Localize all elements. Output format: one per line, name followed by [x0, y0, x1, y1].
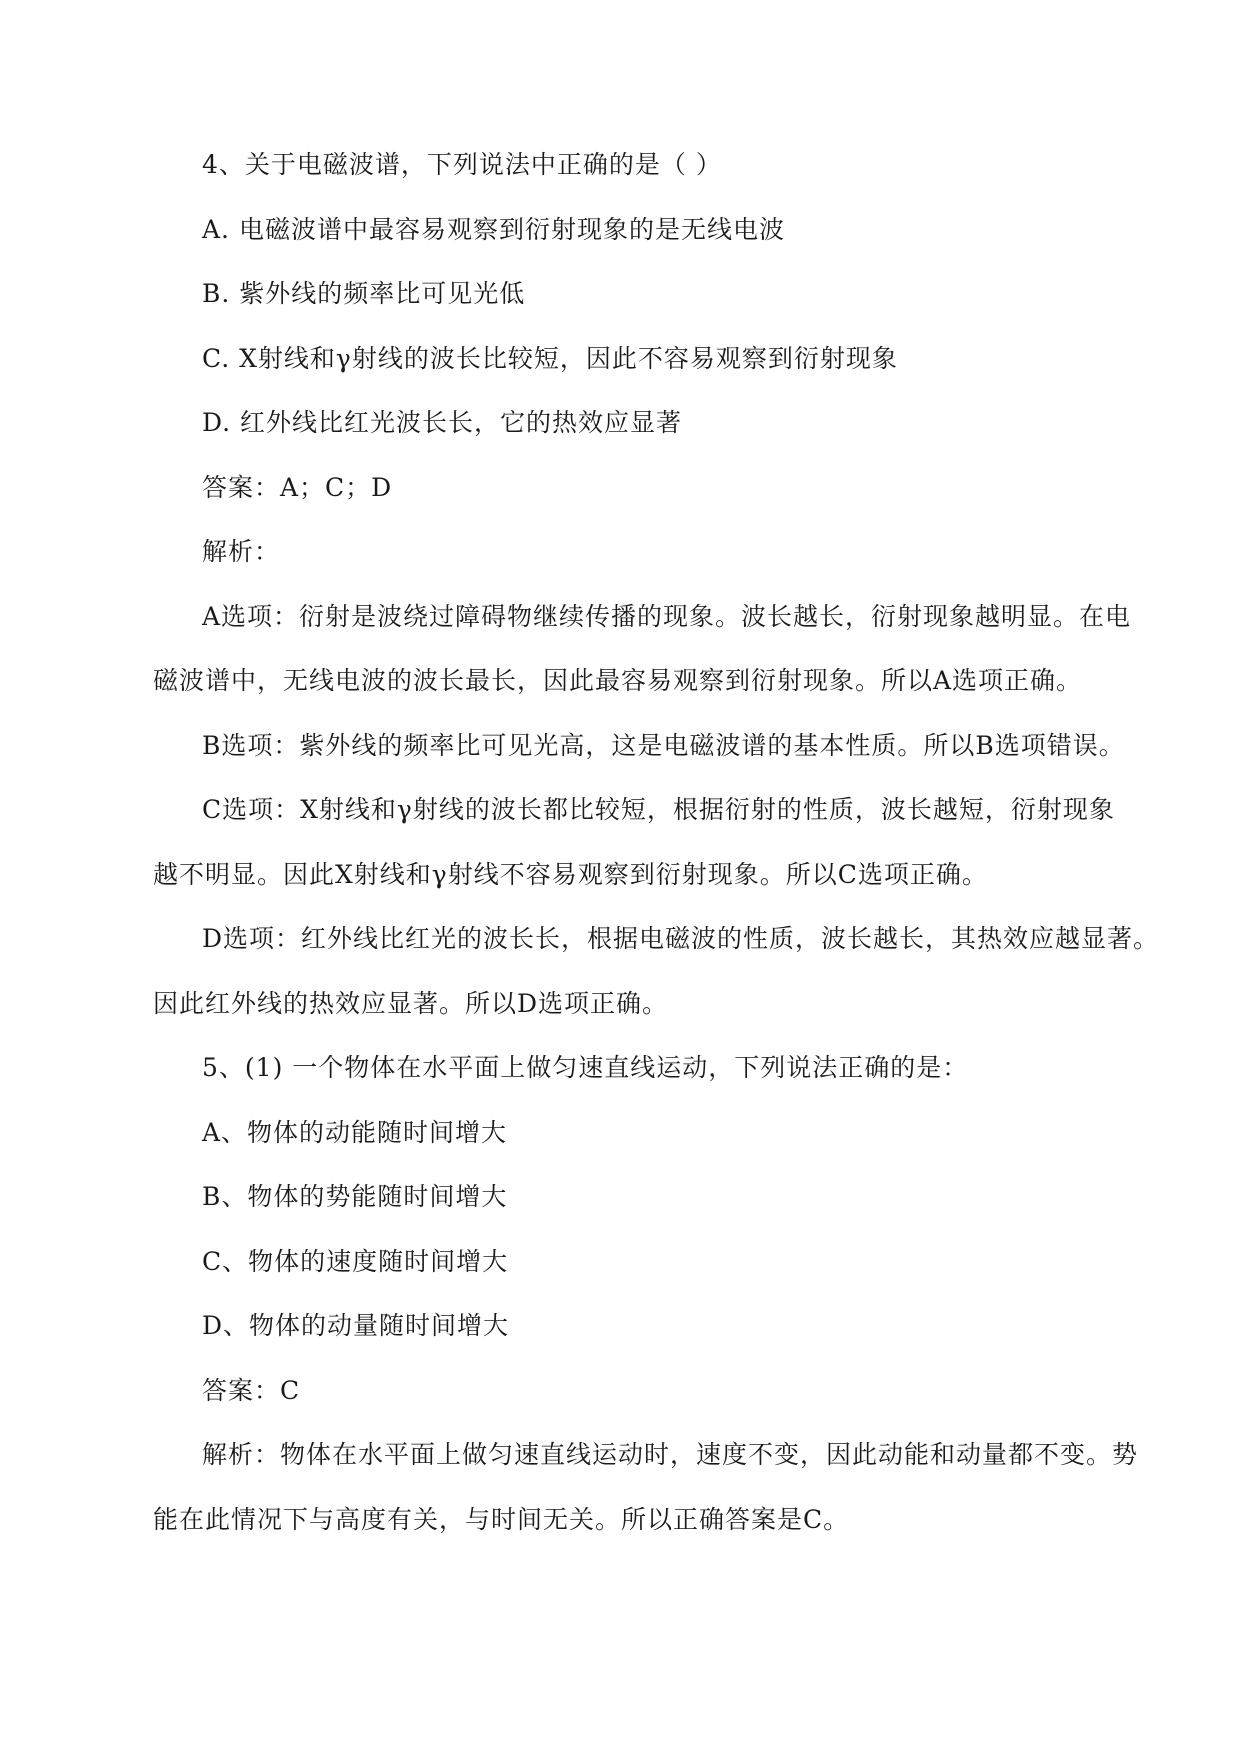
analysis-c-line-1: C选项：X射线和γ射线的波长都比较短，根据衍射的性质，波长越短，衍射现象 — [202, 795, 1115, 824]
question-5-option-c: C、物体的速度随时间增大 — [202, 1247, 509, 1276]
question-4-option-c: C. X射线和γ射线的波长比较短，因此不容易观察到衍射现象 — [202, 344, 898, 373]
question-5-option-d: D、物体的动量随时间增大 — [202, 1311, 510, 1340]
question-5-analysis-line-1: 解析：物体在水平面上做匀速直线运动时，速度不变，因此动能和动量都不变。势 — [202, 1440, 1139, 1469]
question-5-answer: 答案：C — [202, 1376, 301, 1405]
question-5-option-a: A、物体的动能随时间增大 — [202, 1118, 508, 1147]
analysis-d-line-2: 因此红外线的热效应显著。所以D选项正确。 — [153, 989, 669, 1018]
question-5-stem: 5、(1) 一个物体在水平面上做匀速直线运动，下列说法正确的是： — [202, 1053, 969, 1082]
question-4-option-a: A. 电磁波谱中最容易观察到衍射现象的是无线电波 — [202, 215, 785, 244]
question-5-option-b: B、物体的势能随时间增大 — [202, 1182, 508, 1211]
analysis-a-line-2: 磁波谱中，无线电波的波长最长，因此最容易观察到衍射现象。所以A选项正确。 — [153, 666, 1083, 695]
analysis-b: B选项：紫外线的频率比可见光高，这是电磁波谱的基本性质。所以B选项错误。 — [202, 731, 1125, 760]
analysis-c-line-2: 越不明显。因此X射线和γ射线不容易观察到衍射现象。所以C选项正确。 — [153, 860, 988, 889]
question-5-analysis-line-2: 能在此情况下与高度有关，与时间无关。所以正确答案是C。 — [153, 1505, 850, 1534]
analysis-d-line-1: D选项：红外线比红光的波长长，根据电磁波的性质，波长越长，其热效应越显著。 — [202, 924, 1160, 953]
question-4-answer: 答案：A；C；D — [202, 473, 393, 502]
question-4-option-b: B. 紫外线的频率比可见光低 — [202, 279, 526, 308]
question-4-option-d: D. 红外线比红光波长长，它的热效应显著 — [202, 408, 683, 437]
analysis-a-line-1: A选项：衍射是波绕过障碍物继续传播的现象。波长越长，衍射现象越明显。在电 — [202, 602, 1132, 631]
question-4-analysis-heading: 解析： — [202, 537, 281, 566]
question-4-stem: 4、关于电磁波谱，下列说法中正确的是（ ） — [202, 150, 722, 179]
